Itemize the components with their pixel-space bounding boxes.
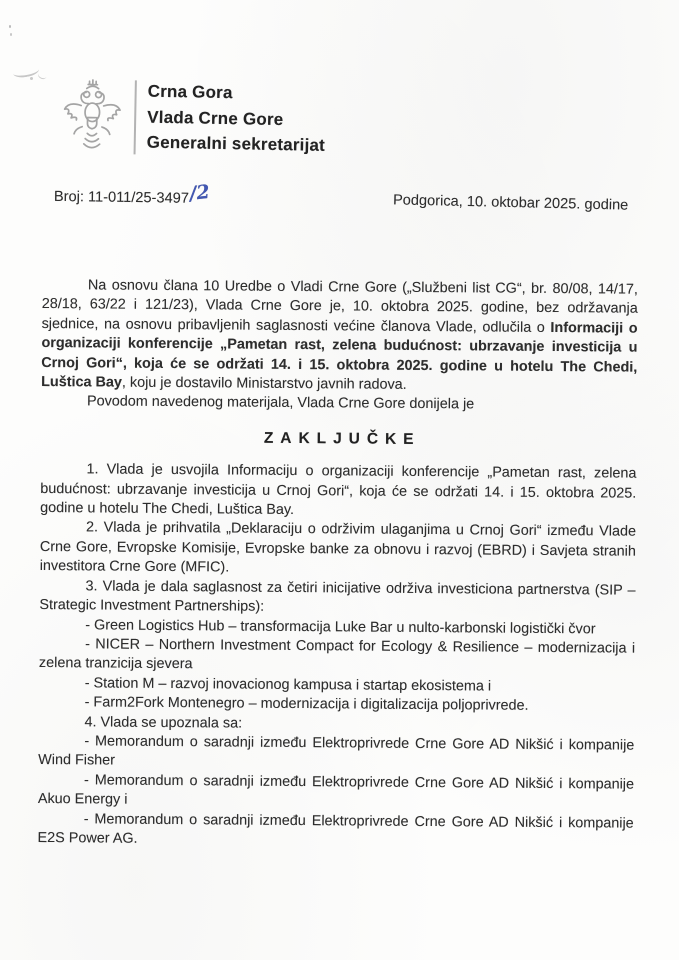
handwritten-annotation: /2 [188,180,211,205]
document-meta [42,180,638,222]
letterhead-divider [134,80,137,154]
conclusion-item-2: 2. Vlada je prihvatila „Deklaraciju o održivim ulaganjima u Crnoj Gori“ između Vlade Crne Gore, Evropske Komisije, Evropske banke za obnovu i razvoj (EBRD) i Savjeta stranih investitora Crne Gore (MFIC). [39,519,637,576]
legal-basis-closing: , koju je dostavilo Ministarstvo javnih radova. [121,374,407,393]
org-country: Crna Gora [147,81,233,103]
reference-number [53,180,211,208]
legal-basis-text: Na osnovu člana 10 Uredbe o Vladi Crne Gore („Službeni list CG“, br. 80/08, 14/17, 28/18, 63/22 i 121/23), Vlada Crne Gore je, 10. oktobra 2025. godine, bez održavanja sjednice, na osnovu pribavljenih saglasnosti većine članova Vlade, odlučila o [41,277,638,336]
org-secretariat: Generalni sekretarijat [146,132,326,155]
memorandum-wind-fisher: - Memorandum o saradnji između Elektroprivrede Crne Gore AD Nikšić i kompanije Wind Fisher [38,733,635,769]
conclusion-item-3: 3. Vlada je dala saglasnost za četiri inicijative održiva investiciona partnerstva (SIP – Strategic Investment Partnerships): [39,578,636,615]
paragraph-legal-basis [41,276,638,397]
reference-number-printed: Broj: 11-011/25-3497 [53,188,190,207]
montenegro-coat-of-arms-icon [58,74,126,166]
paragraph-lead-in: Povodom navedenog materijala, Vlada Crne Gore donijela je [86,393,475,413]
conclusion-item-4: 4. Vlada se upoznala sa: [84,713,243,732]
sip-initiative-nicer: - NICER – Northern Investment Compact for Ecology & Resilience – modernizacija i zelena tranzicija sjevera [38,636,636,673]
memorandum-e2s-power: - Memorandum o saradnji između Elektroprivrede Crne Gore AD Nikšić i kompanije E2S Power AG. [37,810,634,847]
conference-title-bold: Informaciji o organizaciji konferencije „Pametan rast, zelena budućnost: ubrzavanje investicija u Crnoj Gori“, koja će se održati 14. i 15. oktobra 2025. godine u hotelu The Chedi, Luštica Bay [41,319,638,391]
document-body [38,276,638,853]
sip-initiative-green-logistics-hub: - Green Logistics Hub – transformacija Luke Bar u nulto-karbonski logistički čvor [85,616,596,637]
dateline: Podgorica, 10. oktobar 2025. godine [392,192,629,214]
letterhead-org-block [147,76,327,159]
conclusion-item-1: 1. Vlada je usvojila Informaciju o organizaciji konferencije „Pametan rast, zelena budućnost: ubrzavanje investicija u Crnoj Gori“, koja će se održati 14. i 15. oktobra 2025. godine u hotelu The Chedi, Luštica Bay. [40,461,637,519]
sip-initiative-station-m: - Station M – razvoj inovacionog kampusa i startap ekosistema i [84,675,492,695]
conclusions-heading: ZAKLJUČKE [263,429,421,448]
memorandum-akuo-energy: - Memorandum o saradnji između Elektroprivrede Crne Gore AD Nikšić i kompanije Akuo Energy i [37,772,635,808]
org-government: Vlada Crne Gore [147,107,284,129]
sip-initiative-farm2fork: - Farm2Fork Montenegro – modernizacija i digitalizacija poljoprivrede. [84,694,529,714]
letterhead [58,74,638,176]
